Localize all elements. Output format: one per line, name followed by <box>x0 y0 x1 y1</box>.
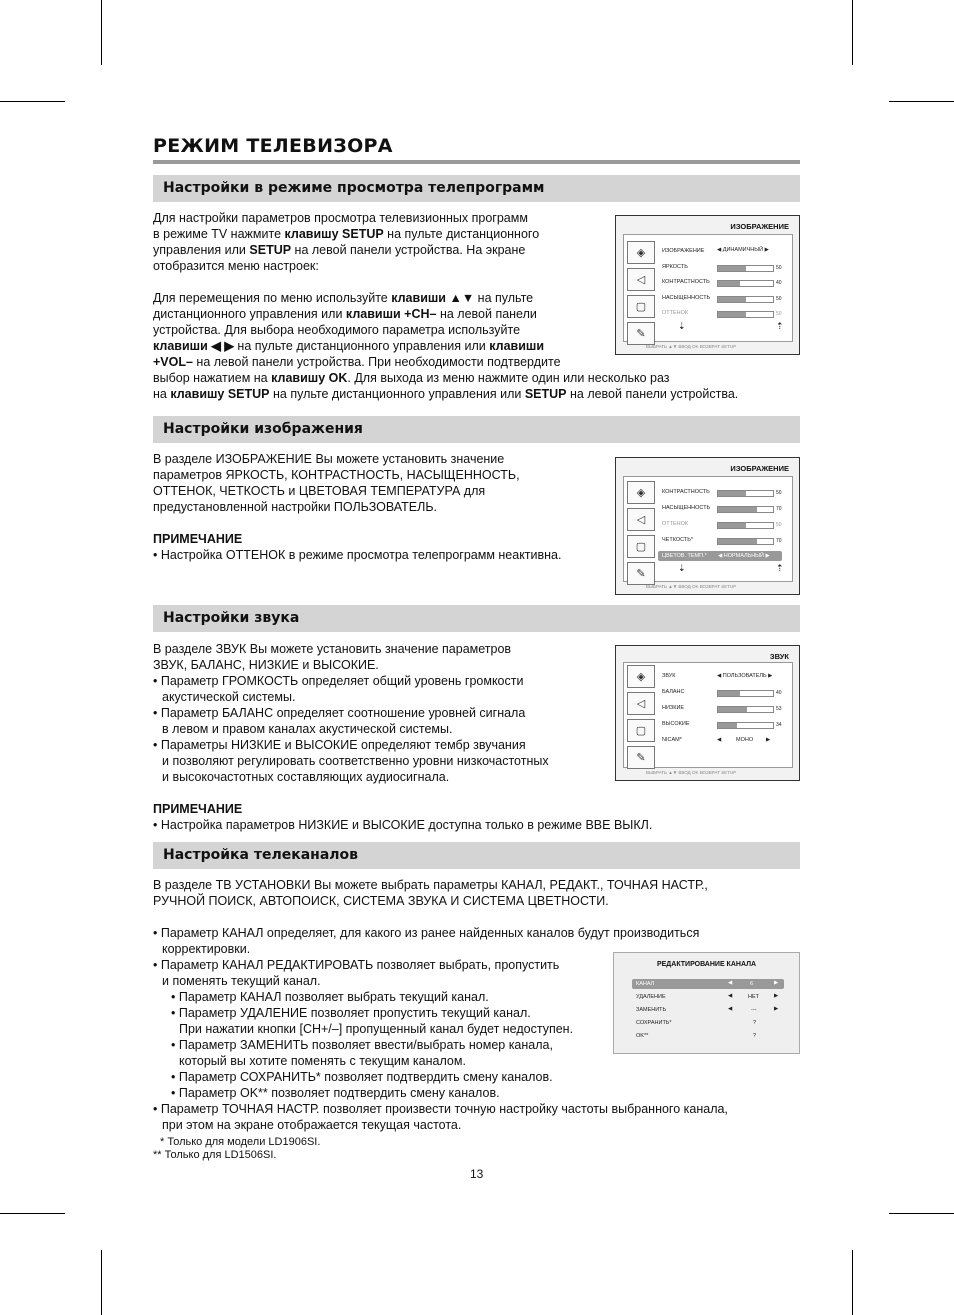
screen-header: ЗВУК <box>769 652 789 661</box>
crop-mark <box>852 1250 853 1315</box>
right-arrow-icon: ▶ <box>774 993 779 999</box>
level-bar <box>717 296 774 303</box>
menu-label: ЦВЕТОВ. ТЕМП.* <box>662 553 707 559</box>
level-bar <box>717 280 774 287</box>
text-line: параметров ЯРКОСТЬ, КОНТРАСТНОСТЬ, НАСЫЩЕННОСТЬ, <box>153 468 520 482</box>
menu-value: 6 <box>750 981 754 987</box>
text-segment: на левой панели устройства. При необходимости подтвердите <box>192 355 561 369</box>
up-arrow-icon: ⇡ <box>776 321 784 331</box>
bold-text: +VOL– <box>153 355 193 369</box>
bold-text: клавишу OK <box>271 371 348 385</box>
crop-mark <box>101 1250 102 1315</box>
bold-text: клавишу SETUP <box>170 387 270 401</box>
text-line: акустической системы. <box>162 690 296 704</box>
level-value: 70 <box>776 506 782 512</box>
bold-text: SETUP <box>524 387 567 401</box>
menu-label: СОХРАНИТЬ* <box>636 1020 672 1026</box>
picture-icon: ◈ <box>627 481 655 504</box>
menu-value: ? <box>753 1033 757 1039</box>
text-segment: . Для выхода из меню нажмите один или несколько раз <box>347 371 670 385</box>
text-line <box>153 354 738 370</box>
screen-footer: ВЫБРАТЬ ▲▼ ВВОД OK ВОЗВРАТ SETUP <box>646 344 737 349</box>
picture-icon: ◈ <box>627 241 655 264</box>
bold-text: клавиши <box>489 339 545 353</box>
level-value: 50 <box>776 522 782 528</box>
text-line: и позволяют регулировать соответственно уровни низкочастотных <box>162 754 549 768</box>
text-line: РУЧНОЙ ПОИСК, АВТОПОИСК, СИСТЕМА ЗВУКА И СИСТЕМА ЦВЕТНОСТИ. <box>153 894 609 908</box>
up-arrow-icon: ⇡ <box>776 563 784 573</box>
speaker-icon: ◁ <box>627 508 655 531</box>
level-value: 34 <box>776 722 782 728</box>
right-arrow-icon: ▶ <box>774 980 779 986</box>
menu-label: НАСЫЩЕННОСТЬ <box>662 505 711 511</box>
footnote: ** Только для LD1506SI. <box>153 1149 277 1161</box>
level-bar <box>717 722 774 729</box>
section-header-tv-viewing <box>153 175 800 202</box>
text-line: • Параметр ТОЧНАЯ НАСТР. позволяет произвести точную настройку частоты выбранного канала, <box>153 1102 728 1116</box>
bold-text: клавиши ▲▼ <box>391 291 475 305</box>
text-line: • Параметр КАНАЛ позволяет выбрать текущий канал. <box>171 990 489 1004</box>
speaker-icon: ◁ <box>627 268 655 291</box>
menu-label: КАНАЛ <box>636 981 655 987</box>
menu-value: МОНО <box>736 737 754 743</box>
wrench-icon: ✎ <box>627 746 655 769</box>
menu-label: КОНТРАСТНОСТЬ <box>662 489 710 495</box>
crop-mark <box>0 1213 65 1214</box>
section-text-picture <box>153 451 561 563</box>
text-segment: Для перемещения по меню используйте <box>153 291 392 305</box>
text-segment: на левой панели <box>436 307 537 321</box>
menu-label: НАСЫЩЕННОСТЬ <box>662 295 711 301</box>
down-arrow-icon: ⇣ <box>678 321 686 331</box>
title-rule <box>153 160 800 164</box>
menu-screen-sound <box>615 645 800 781</box>
text-line: • Параметр УДАЛЕНИЕ позволяет пропустить текущий канал. <box>171 1006 531 1020</box>
menu-value: ◀ ПОЛЬЗОВАТЕЛЬ ▶ <box>717 673 773 679</box>
note-heading: ПРИМЕЧАНИЕ <box>153 802 243 816</box>
text-segment: на левой панели устройства. <box>566 387 739 401</box>
level-value: 40 <box>776 690 782 696</box>
level-bar <box>717 706 774 713</box>
tv-icon: ▢ <box>627 295 655 318</box>
menu-value: ? <box>753 1020 757 1026</box>
crop-mark <box>889 1213 954 1214</box>
text-line: корректировки. <box>162 942 251 956</box>
level-bar <box>717 506 774 513</box>
text-line: • Параметр ГРОМКОСТЬ определяет общий уровень громкости <box>153 674 524 688</box>
crop-mark <box>101 0 102 65</box>
text-line: при этом на экране отображается текущая частота. <box>162 1118 462 1132</box>
tv-icon: ▢ <box>627 719 655 742</box>
menu-label: ВЫСОКИЕ <box>662 721 690 727</box>
tv-icon: ▢ <box>627 535 655 558</box>
screen-header: РЕДАКТИРОВАНИЕ КАНАЛА <box>656 961 757 968</box>
note-text: • Настройка ОТТЕНОК в режиме просмотра телепрограмм неактивна. <box>153 548 562 562</box>
text-line: • Параметр ЗАМЕНИТЬ позволяет ввести/выбрать номер канала, <box>171 1038 553 1052</box>
crop-mark <box>0 101 65 102</box>
left-arrow-icon: ◀ <box>728 1006 733 1012</box>
menu-screen-channel-edit <box>613 952 800 1054</box>
selected-row <box>632 979 784 989</box>
level-value: 70 <box>776 538 782 544</box>
menu-label: ИЗОБРАЖЕНИЕ <box>662 248 705 254</box>
text-line: в левом и правом каналах акустической системы. <box>162 722 453 736</box>
right-arrow-icon: ▶ <box>774 1006 779 1012</box>
text-line <box>153 370 738 386</box>
text-line: • Параметр БАЛАНС определяет соотношение уровней сигнала <box>153 706 526 720</box>
section-heading: Настройка телеканалов <box>163 847 359 863</box>
level-bar <box>717 690 774 697</box>
screen-header: ИЗОБРАЖЕНИЕ <box>730 222 789 231</box>
section-header-picture <box>153 416 800 443</box>
text-line: В разделе ТВ УСТАНОВКИ Вы можете выбрать параметры КАНАЛ, РЕДАКТ., ТОЧНАЯ НАСТР., <box>153 878 708 892</box>
right-arrow-icon: ▶ <box>766 737 771 743</box>
text-segment: на <box>153 387 171 401</box>
level-value: 53 <box>776 706 782 712</box>
menu-label: OK** <box>636 1033 649 1039</box>
menu-label: ЯРКОСТЬ <box>662 264 688 270</box>
level-value: 50 <box>776 490 782 496</box>
menu-screen-picture-user <box>615 457 800 595</box>
selected-row <box>658 551 782 561</box>
text-segment: на пульте дистанционного управления или <box>233 339 490 353</box>
menu-label: NICAM* <box>662 737 682 743</box>
text-segment: на пульте дистанционного <box>383 227 540 241</box>
crop-mark <box>852 0 853 65</box>
menu-value: НЕТ <box>748 994 759 1000</box>
text-line: ОТТЕНОК, ЧЕТКОСТЬ и ЦВЕТОВАЯ ТЕМПЕРАТУРА для <box>153 484 486 498</box>
bold-text: клавишу SETUP <box>284 227 384 241</box>
picture-icon: ◈ <box>627 665 655 688</box>
text-line <box>153 386 738 402</box>
level-value: 50 <box>776 296 782 302</box>
text-line: и высокочастотных составляющих аудиосигнала. <box>162 770 450 784</box>
bold-text: клавиши ◀ ▶ <box>153 339 234 353</box>
menu-value: ◀ НОРМАЛЬНЫЙ ▶ <box>718 553 770 559</box>
menu-value: --- <box>751 1007 757 1013</box>
crop-mark <box>889 101 954 102</box>
text-line: В разделе ЗВУК Вы можете установить значение параметров <box>153 642 512 656</box>
text-line: В разделе ИЗОБРАЖЕНИЕ Вы можете установить значение <box>153 452 505 466</box>
text-segment: устройства. Для выбора необходимого параметра используйте <box>153 323 521 337</box>
section-heading: Настройки в режиме просмотра телепрограмм <box>163 180 545 196</box>
bold-text: SETUP <box>249 243 292 257</box>
menu-label: ОТТЕНОК <box>662 310 689 316</box>
note-text: • Настройка параметров НИЗКИЕ и ВЫСОКИЕ доступна только в режиме BBE ВЫКЛ. <box>153 818 653 832</box>
left-arrow-icon: ◀ <box>728 993 733 999</box>
text-line: • Параметр КАНАЛ определяет, для какого из ранее найденных каналов будут производиться <box>153 926 700 940</box>
text-segment: в режиме TV нажмите <box>153 227 285 241</box>
text-line: • Параметр СОХРАНИТЬ* позволяет подтвердить смену каналов. <box>171 1070 553 1084</box>
menu-label: КОНТРАСТНОСТЬ <box>662 279 710 285</box>
text-segment: отобразится меню настроек: <box>153 259 319 273</box>
down-arrow-icon: ⇣ <box>678 563 686 573</box>
wrench-icon: ✎ <box>627 322 655 345</box>
level-value: 50 <box>776 265 782 271</box>
level-value: 50 <box>776 311 782 317</box>
text-line: который вы хотите поменять с текущим каналом. <box>179 1054 466 1068</box>
screen-footer: ВЫБРАТЬ ▲▼ ВВОД OK ВОЗВРАТ SETUP <box>646 770 737 775</box>
section-header-sound <box>153 605 800 632</box>
text-segment: на левой панели устройства. На экране <box>291 243 526 257</box>
level-bar <box>717 265 774 272</box>
section-text-sound <box>153 641 652 833</box>
text-segment: Для настройки параметров просмотра телевизионных программ <box>153 211 528 225</box>
level-bar <box>717 490 774 497</box>
note-heading: ПРИМЕЧАНИЕ <box>153 532 243 546</box>
text-line: При нажатии кнопки [CH+/–] пропущенный канал будет недоступен. <box>179 1022 574 1036</box>
section-header-channels <box>153 842 800 869</box>
text-line: • Параметры НИЗКИЕ и ВЫСОКИЕ определяют тембр звучания <box>153 738 526 752</box>
section-heading: Настройки изображения <box>163 421 363 437</box>
level-bar <box>717 538 774 545</box>
menu-label: БАЛАНС <box>662 689 685 695</box>
bold-text: клавиши +CH– <box>345 307 437 321</box>
level-bar <box>717 311 774 318</box>
section-heading: Настройки звука <box>163 610 300 626</box>
speaker-icon: ◁ <box>627 692 655 715</box>
text-line: и поменять текущий канал. <box>162 974 321 988</box>
menu-screen-picture <box>615 215 800 355</box>
text-segment: дистанционного управления или <box>153 307 346 321</box>
menu-value: ◀ ДИНАМИЧНЫЙ ▶ <box>717 247 769 253</box>
text-segment: на пульте дистанционного управления или <box>269 387 525 401</box>
left-arrow-icon: ◀ <box>717 737 722 743</box>
page-title: РЕЖИМ ТЕЛЕВИЗОРА <box>153 135 393 157</box>
left-arrow-icon: ◀ <box>728 980 733 986</box>
text-line: предустановленной настройки ПОЛЬЗОВАТЕЛЬ. <box>153 500 437 514</box>
text-segment: управления или <box>153 243 250 257</box>
text-segment: выбор нажатием на <box>153 371 272 385</box>
text-line: • Параметр OK** позволяет подтвердить смену каналов. <box>171 1086 500 1100</box>
screen-header: ИЗОБРАЖЕНИЕ <box>730 464 789 473</box>
menu-label: ЗАМЕНИТЬ <box>636 1007 667 1013</box>
menu-label: ОТТЕНОК <box>662 521 689 527</box>
footnote: * Только для модели LD1906SI. <box>160 1136 321 1148</box>
page-number: 13 <box>470 1167 484 1181</box>
level-bar <box>717 522 774 529</box>
level-value: 40 <box>776 280 782 286</box>
text-line: ЗВУК, БАЛАНС, НИЗКИЕ и ВЫСОКИЕ. <box>153 658 379 672</box>
menu-label: ЗВУК <box>662 673 676 679</box>
text-segment: на пульте <box>474 291 534 305</box>
wrench-icon: ✎ <box>627 562 655 585</box>
menu-label: НИЗКИЕ <box>662 705 685 711</box>
text-line: • Параметр КАНАЛ РЕДАКТИРОВАТЬ позволяет выбрать, пропустить <box>153 958 560 972</box>
menu-label: УДАЛЕНИЕ <box>636 994 666 1000</box>
menu-label: ЧЕТКОСТЬ* <box>662 537 694 543</box>
screen-footer: ВЫБРАТЬ ▲▼ ВВОД OK ВОЗВРАТ SETUP <box>646 584 737 589</box>
